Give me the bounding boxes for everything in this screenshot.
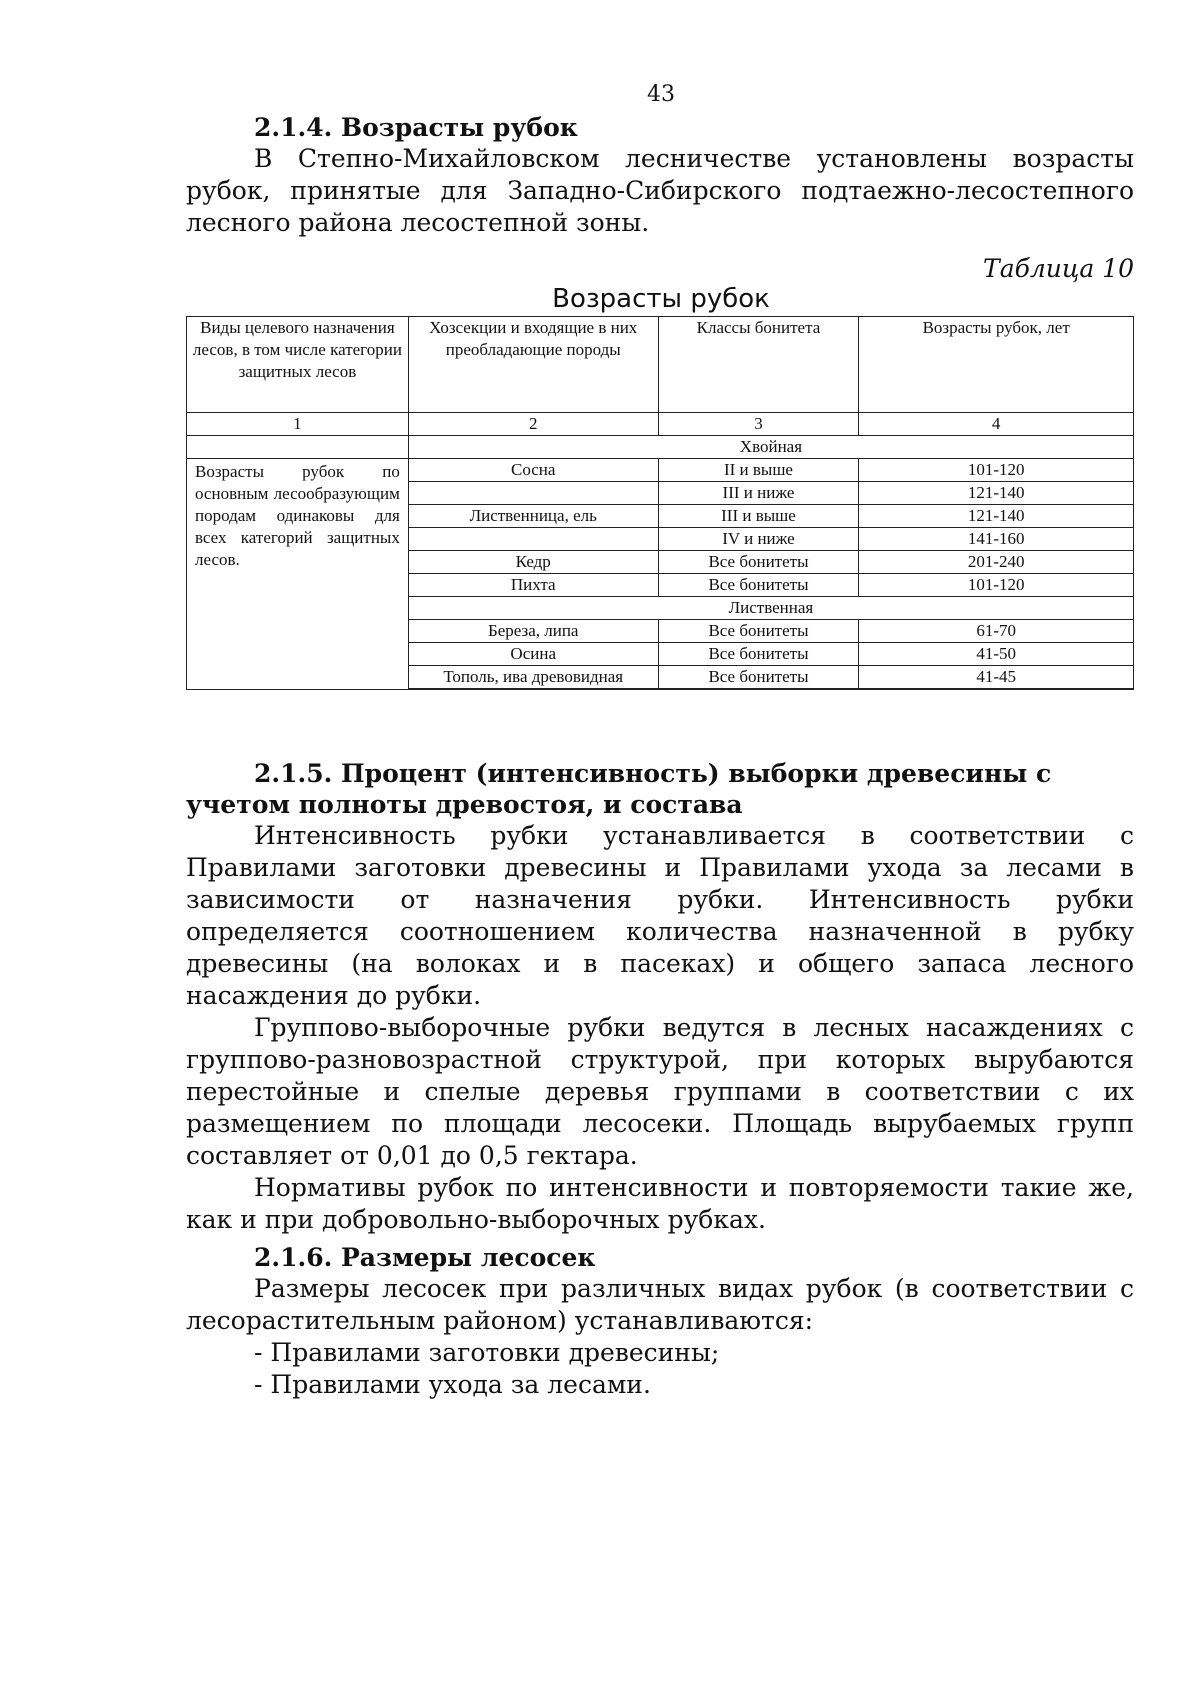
group-label: Хвойная: [408, 436, 1133, 459]
species-cell: Осина: [408, 643, 658, 666]
section-heading: 2.1.6. Размеры лесосек: [254, 1243, 596, 1272]
age-cell: 101-120: [859, 459, 1134, 482]
class-cell: IV и ниже: [658, 528, 859, 551]
table-title: Возрасты рубок: [552, 284, 770, 314]
class-cell: Все бонитеты: [658, 643, 859, 666]
species-cell: Лиственница, ель: [408, 505, 658, 528]
column-header: Возрасты рубок, лет: [859, 317, 1134, 413]
age-cell: 141-160: [859, 528, 1134, 551]
class-cell: III и выше: [658, 505, 859, 528]
empty-cell: [187, 436, 409, 459]
column-header: Виды целевого назначения лесов, в том числе категории защитных лесов: [187, 317, 409, 413]
column-header: Классы бонитета: [658, 317, 859, 413]
column-number-row: [187, 413, 1134, 436]
species-cell: Пихта: [408, 574, 658, 597]
age-cell: 61-70: [859, 620, 1134, 643]
age-cell: 41-50: [859, 643, 1134, 666]
table-label: Таблица 10: [983, 254, 1134, 283]
paragraph: Размеры лесосек при различных видах рубок (в соответствии с лесорастительным районом) устанавливаются:: [186, 1274, 1134, 1335]
species-cell: [408, 482, 658, 505]
cutting-ages-table: [186, 316, 1134, 690]
age-cell: 121-140: [859, 505, 1134, 528]
section-2-1-5: [186, 758, 1134, 1236]
list-item: - Правилами ухода за лесами.: [254, 1370, 651, 1399]
group-label: Лиственная: [408, 597, 1133, 620]
list-item: - Правилами заготовки древесины;: [254, 1338, 720, 1367]
column-number: 2: [408, 413, 658, 436]
column-number: 3: [658, 413, 859, 436]
class-cell: II и выше: [658, 459, 859, 482]
page-number: 43: [647, 82, 675, 107]
class-cell: Все бонитеты: [658, 666, 859, 689]
species-cell: Тополь, ива древовидная: [408, 666, 658, 689]
table-row: [187, 459, 1134, 482]
age-cell: 201-240: [859, 551, 1134, 574]
column-number: 4: [859, 413, 1134, 436]
species-cell: Сосна: [408, 459, 658, 482]
age-cell: 41-45: [859, 666, 1134, 689]
empty-cell: [408, 689, 1133, 690]
section-2-1-4: [186, 112, 1134, 239]
age-cell: 121-140: [859, 482, 1134, 505]
species-cell: Береза, липа: [408, 620, 658, 643]
table-header-row: [187, 317, 1134, 413]
age-cell: 101-120: [859, 574, 1134, 597]
group-row-conifer: [187, 436, 1134, 459]
paragraph: Интенсивность рубки устанавливается в соответствии с Правилами заготовки древесины и Правилами ухода за лесами в зависимости от назначения рубки. Интенсивность рубки определяется соотношением количества назначенной в рубку древесины (на волоках и в пасеках) и общего запаса лесного насаждения до рубки.: [186, 821, 1134, 1010]
species-cell: Кедр: [408, 551, 658, 574]
section-heading: 2.1.4. Возрасты рубок: [254, 113, 578, 142]
column-number: 1: [187, 413, 409, 436]
class-cell: III и ниже: [658, 482, 859, 505]
class-cell: Все бонитеты: [658, 551, 859, 574]
section-heading: 2.1.5. Процент (интенсивность) выборки древесины с учетом полноты древостоя, и состава: [186, 759, 1052, 819]
section-2-1-6: [186, 1242, 1134, 1401]
forest-purpose-cell: Возрасты рубок по основным лесообразующим породам одинаковы для всех категорий защитных лесов.: [187, 459, 409, 690]
species-cell: [408, 528, 658, 551]
class-cell: Все бонитеты: [658, 620, 859, 643]
paragraph: Группово-выборочные рубки ведутся в лесных насаждениях с группово-разновозрастной структурой, при которых вырубаются перестойные и спелые деревья группами в соответствии с их размещением по площади лесосеки. Площадь вырубаемых групп составляет от 0,01 до 0,5 гектара.: [186, 1013, 1134, 1170]
paragraph: В Степно-Михайловском лесничестве установлены возрасты рубок, принятые для Западно-Сибирского подтаежно-лесостепного лесного района лесостепной зоны.: [186, 144, 1134, 237]
column-header: Хозсекции и входящие в них преобладающие породы: [408, 317, 658, 413]
class-cell: Все бонитеты: [658, 574, 859, 597]
paragraph: Нормативы рубок по интенсивности и повторяемости такие же, как и при добровольно-выборочных рубках.: [186, 1173, 1134, 1234]
